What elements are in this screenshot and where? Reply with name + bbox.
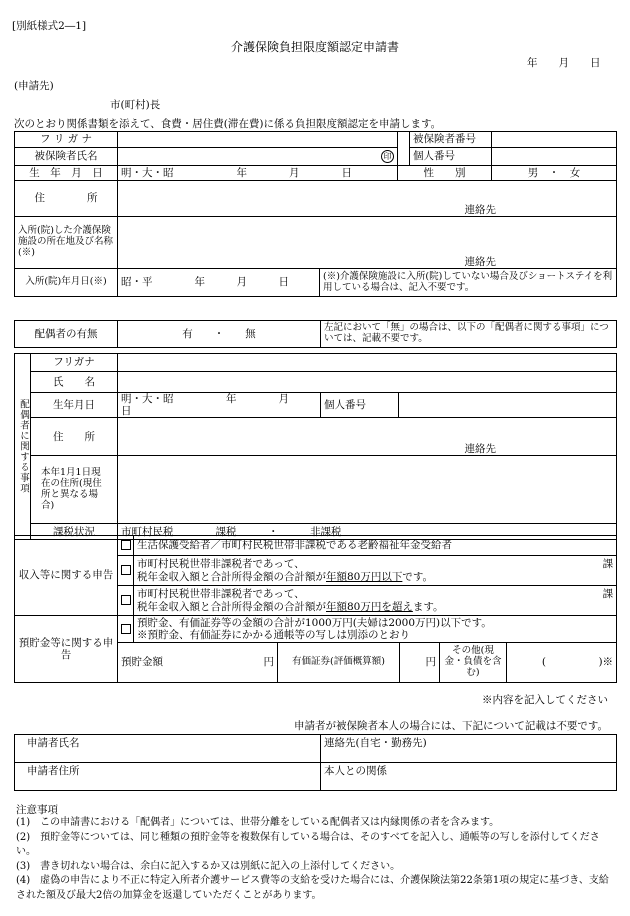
furigana-label: フ リ ガ ナ [15,132,118,148]
furigana-field[interactable] [118,132,398,148]
sex-options[interactable]: 男 ・ 女 [492,166,617,181]
notes-list [16,816,616,903]
requester-note: 申請者が被保険者本人の場合には、下記について記載は不要です。 [294,720,608,732]
spouse-note: 左記において「無」の場合は、以下の「配偶者に関する事項」については、記載不要です。 [321,321,617,348]
checkbox-icon [121,565,131,575]
admission-ymd: 年 月 日 [194,276,289,289]
spouse-table [14,320,617,540]
spouse-birth-era: 明・大・昭 [121,393,174,405]
seal-mark: 印 [381,150,394,163]
insured-name-field[interactable] [118,148,398,166]
requester-name-field[interactable] [15,735,321,763]
requester-address-field[interactable] [15,763,321,791]
other-field[interactable]: ( )※ [507,643,617,683]
spouse-birth-field[interactable] [118,393,331,418]
savings-opt1-checkbox[interactable] [118,616,134,643]
spouse-jan1-address-field[interactable] [118,456,617,524]
spouse-section-label: 配偶者に関する事項 [15,354,31,540]
spouse-furigana-field[interactable] [118,354,617,372]
facility-field[interactable] [118,217,617,269]
insured-name-label: 被保険者氏名 [15,148,118,166]
requester-relation-label: 本人との関係 [324,765,387,777]
admission-date-field[interactable] [118,269,320,297]
income-opt2-threshold: 年額80万円以下 [326,570,403,583]
income-opt3-line2: 税年金収入額と合計所得金額の合計額が [137,600,326,613]
note-item: (2) 預貯金等については、同じ種類の預貯金等を複数保有している場合は、そのすべてを記入し、通帳等の写しを添付してください。 [16,831,600,857]
income-opt2-text [134,556,617,586]
income-opt2-line1: 市町村民税世帯非課税者であって、 [137,558,305,571]
income-opt3-threshold: 年額80万円を超え [326,600,413,613]
spouse-exists-options[interactable]: 有 ・ 無 [118,321,321,348]
address-contact-label: 連絡先 [464,203,496,216]
date-line: 年 月 日 [527,57,601,69]
income-opt3-line1-end: 課 [602,588,614,601]
spouse-birth-ymd: 年 月 日 [121,393,331,418]
spouse-name-label: 氏 名 [31,372,118,393]
spouse-tax-label: 課税状況 [31,524,118,540]
note-item: (1) この申請書における「配偶者」については、世帯分離をしている配偶者又は内縁関係の者を含みます。 [16,817,500,828]
income-opt2-checkbox[interactable] [118,556,134,586]
income-opt1-checkbox[interactable] [118,536,134,556]
income-opt3-checkbox[interactable] [118,586,134,616]
note-item: (4) 虚偽の申告により不正に特定入所者介護サービス費等の支給を受けた場合には、介護保険法第22条第1項の規定に基づき、支給された額及び最大2倍の加算金を返還していただくことがあります。 [16,875,609,901]
income-opt1-text: 生活保護受給者／市町村民税世帯非課税である老齢福祉年金受給者 [134,536,617,556]
income-label: 収入等に関する申告 [15,536,118,616]
mayor-label: 市(町村)長 [110,99,161,111]
spouse-personal-number-label: 個人番号 [321,393,399,418]
spouse-address-field[interactable] [118,418,617,456]
other-label: その他(現金・負債を含む) [440,643,507,683]
securities-field[interactable]: 円 [400,643,440,683]
spouse-tax-options[interactable]: 市町村民税 課税 ・ 非課税 [118,524,617,540]
requester-contact-field[interactable] [321,735,617,763]
spouse-exists-label: 配偶者の有無 [15,321,118,348]
sex-label: 性 別 [398,166,492,181]
checkbox-icon [121,595,131,605]
savings-opt1-text [134,616,617,643]
spouse-furigana-label: フリガナ [31,354,118,372]
requester-address-label: 申請者住所 [27,765,80,777]
spouse-jan1-address-label: 本年1月1日現在の住所(現住所と異なる場合) [31,456,118,524]
income-opt3-line2-end: ます。 [412,600,444,613]
facility-label: 入所(院)した介護保険施設の所在地及び名称(※) [15,217,118,269]
savings-note: ※内容を記入してください [482,694,608,706]
birth-label: 生 年 月 日 [15,166,118,181]
deposit-label: 預貯金額 [121,656,163,669]
form-number: [別紙様式2―1] [12,20,87,32]
facility-contact-label: 連絡先 [464,255,496,268]
spouse-name-field[interactable] [118,372,617,393]
spouse-contact-label: 連絡先 [464,443,496,456]
savings-opt1-line2: ※預貯金、有価証券にかかる通帳等の写しは別添のとおり [137,629,410,641]
deposit-yen: 円 [263,656,274,669]
applicant-table [14,131,617,297]
income-opt3-line1: 市町村民税世帯非課税者であって、 [137,588,305,601]
admission-era: 昭・平 [121,276,153,289]
checkbox-icon [121,624,131,634]
address-field[interactable] [118,181,617,217]
savings-opt1-line1: 預貯金、有価証券等の金額の合計が1000万円(夫婦は2000万円)以下です。 [137,616,492,629]
notes-title: 注意事項 [16,804,58,816]
birth-field[interactable] [118,166,398,181]
deposit-field[interactable] [118,643,278,683]
spouse-address-label: 住 所 [31,418,118,456]
securities-label: 有価証券(評価概算額) [278,643,400,683]
page-title: 介護保険負担限度額認定申請書 [230,40,399,54]
birth-ymd: 年 月 日 [236,166,352,179]
checkbox-icon [121,540,131,550]
spouse-birth-label: 生年月日 [31,393,118,418]
birth-era: 明・大・昭 [121,166,174,179]
income-opt2-line2-end: です。 [402,570,434,583]
income-opt2-line1-end: 課 [602,558,614,571]
personal-number-label: 個人番号 [410,148,492,166]
income-savings-table [14,535,617,683]
requester-table [14,734,617,791]
note-item: (3) 書き切れない場合は、余白に記入するか又は別紙に記入の上添付してください。 [16,860,401,872]
requester-contact-label: 連絡先(自宅・勤務先) [324,737,427,749]
requester-name-label: 申請者氏名 [27,737,80,749]
address-label: 住 所 [15,181,118,217]
income-opt2-line2: 税年金収入額と合計所得金額の合計額が [137,570,326,583]
submit-to-label: (申請先) [14,80,54,92]
insured-number-label: 被保険者番号 [410,132,492,148]
savings-label: 預貯金等に関する申告 [15,616,118,683]
admission-note: (※)介護保険施設に入所(院)していない場合及びショートステイを利用している場合は、記入不要です。 [320,269,617,297]
requester-relation-field[interactable] [321,763,617,791]
intro-text: 次のとおり関係書類を添えて、食費・居住費(滞在費)に係る負担限度額認定を申請します。 [14,118,442,130]
admission-date-label: 入所(院)年月日(※) [15,269,118,297]
income-opt3-text [134,586,617,616]
